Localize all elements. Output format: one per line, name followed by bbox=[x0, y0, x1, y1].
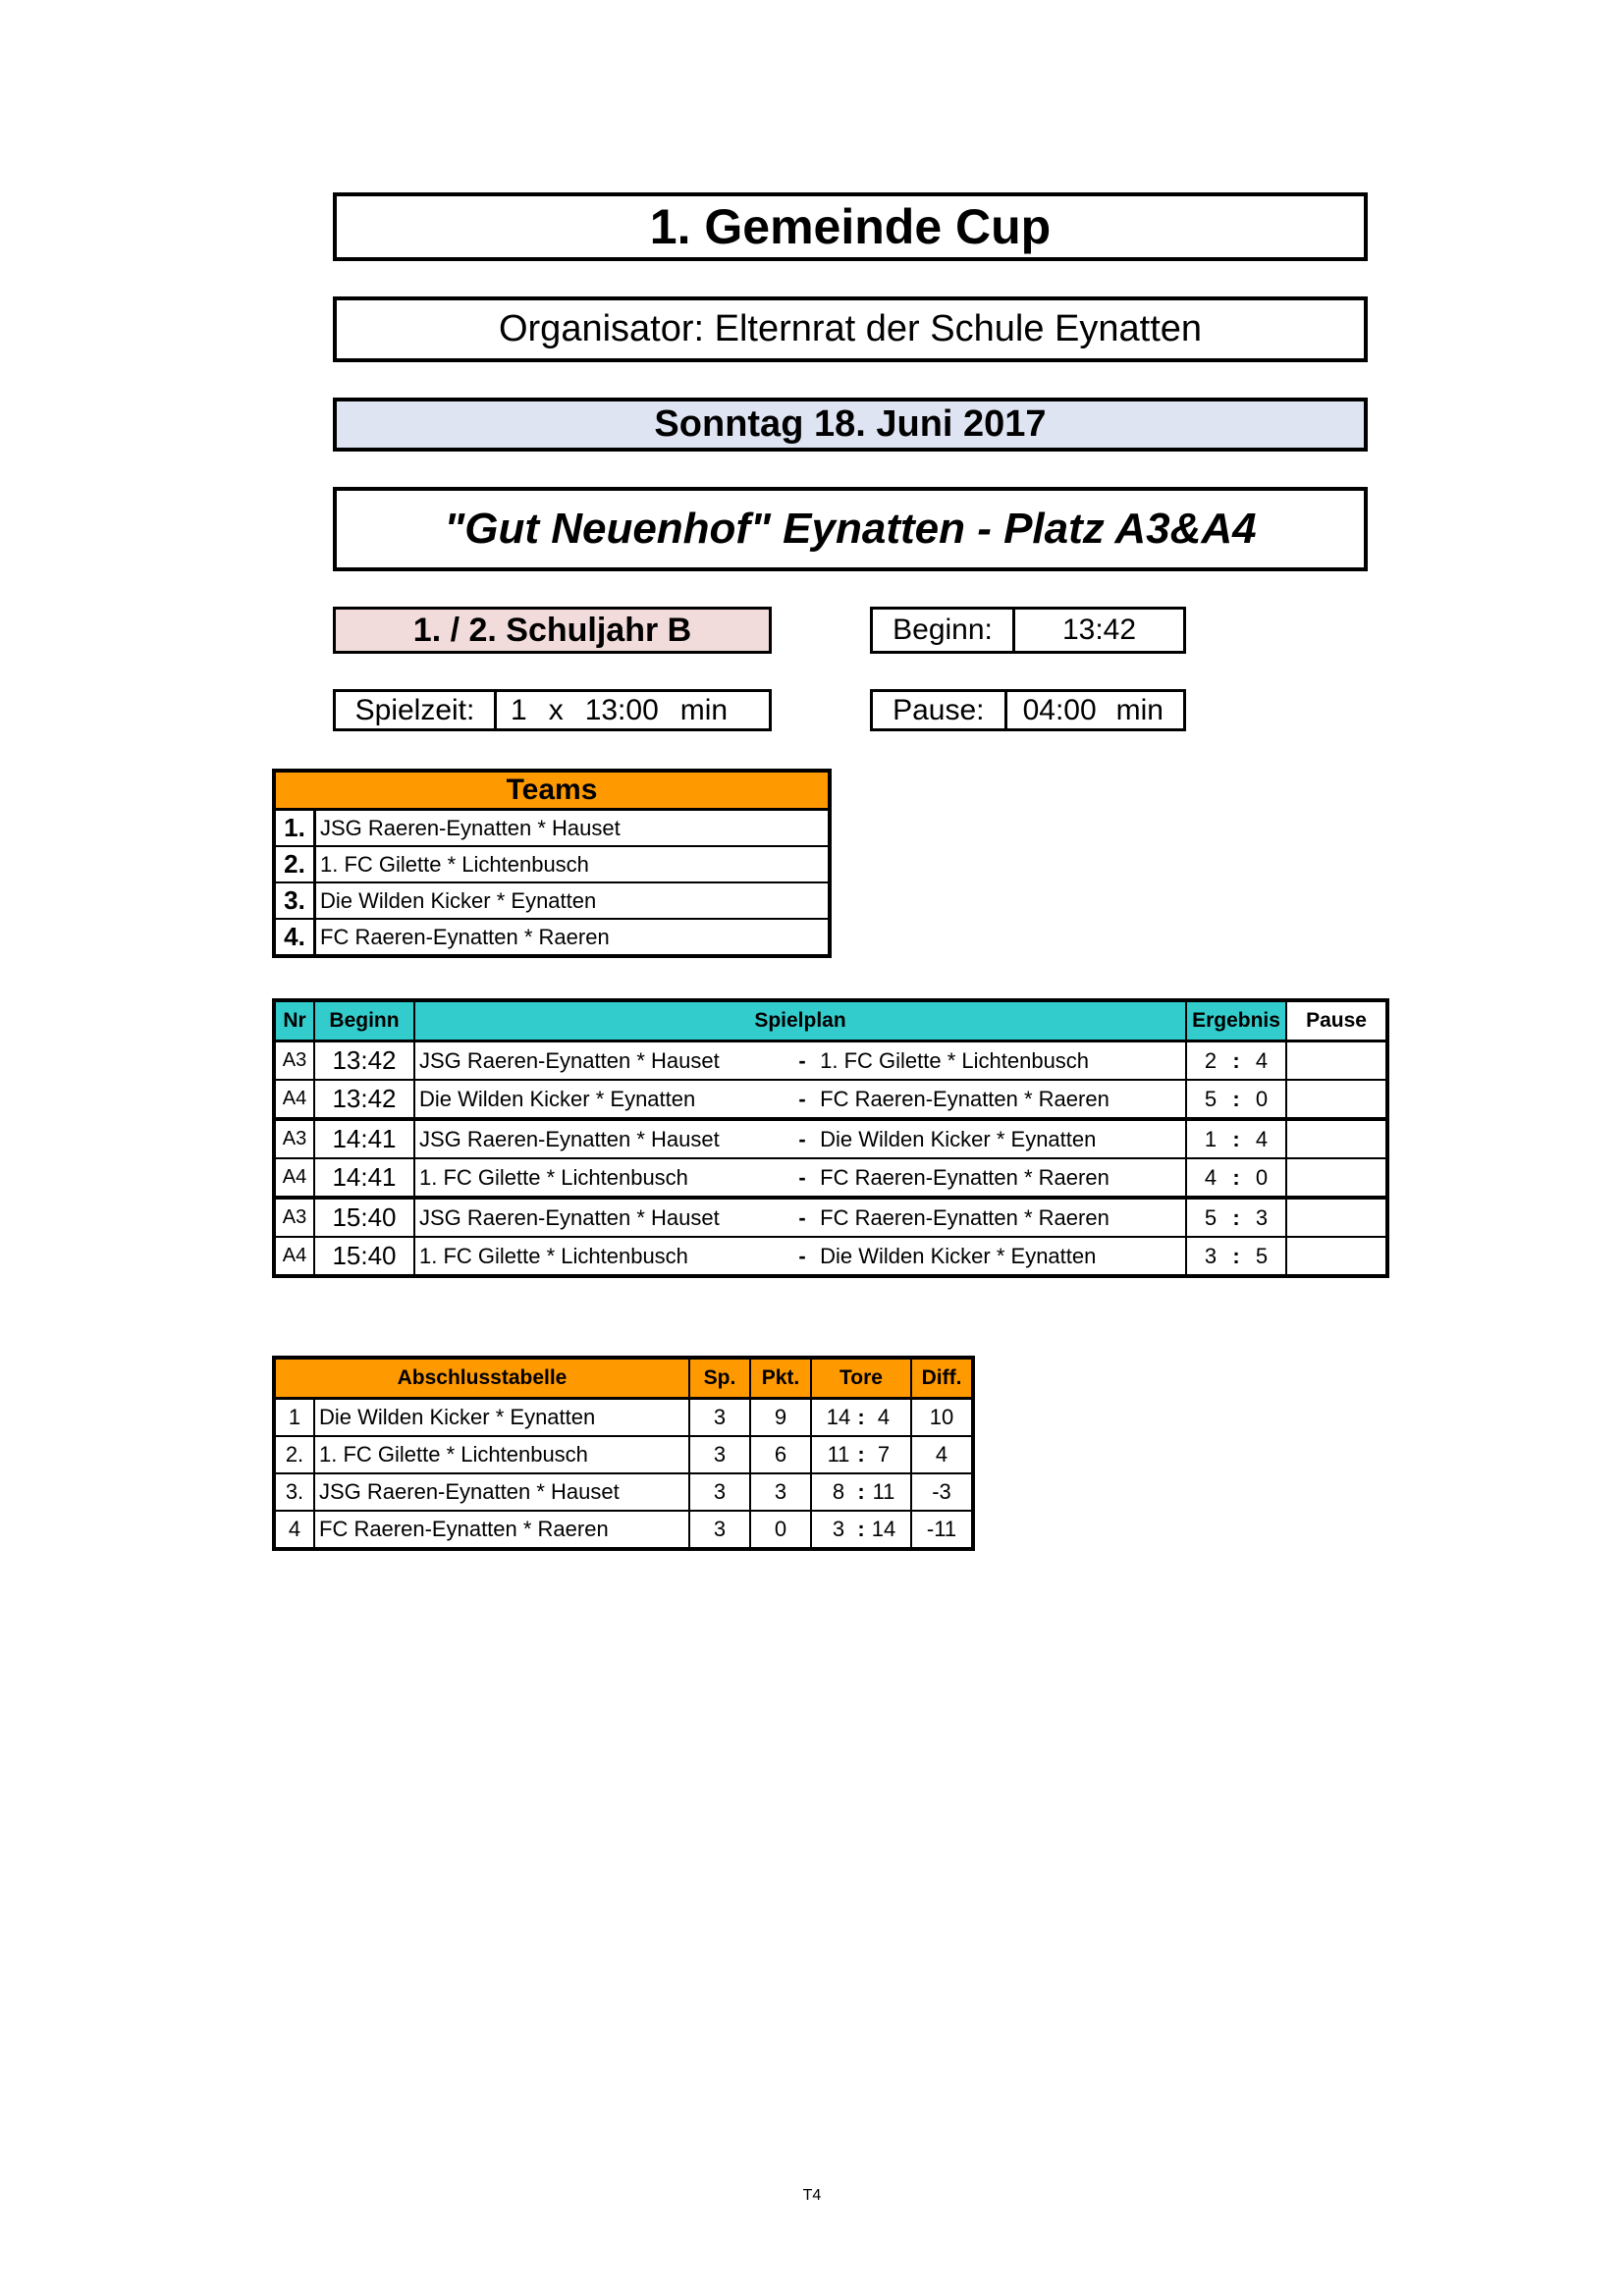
standings-row bbox=[274, 1511, 973, 1549]
team-number: 2. bbox=[274, 846, 315, 882]
schedule-header-pause: Pause bbox=[1286, 1000, 1387, 1041]
games-played: 3 bbox=[689, 1473, 750, 1511]
home-team: JSG Raeren-Eynatten * Hauset bbox=[419, 1204, 720, 1230]
games-played: 3 bbox=[689, 1511, 750, 1549]
home-team: JSG Raeren-Eynatten * Hauset bbox=[419, 1047, 720, 1073]
schedule-row bbox=[274, 1237, 1387, 1276]
home-goals: 4 bbox=[1204, 1164, 1218, 1190]
schedule-table bbox=[272, 998, 1389, 1278]
away-goals: 3 bbox=[1255, 1204, 1269, 1230]
home-team: 1. FC Gilette * Lichtenbusch bbox=[419, 1243, 688, 1268]
beginn-label: Beginn: bbox=[873, 610, 1015, 651]
match bbox=[414, 1041, 1186, 1081]
team-name: Die Wilden Kicker * Eynatten bbox=[315, 882, 831, 919]
home-team: JSG Raeren-Eynatten * Hauset bbox=[419, 1126, 720, 1151]
points: 6 bbox=[750, 1436, 811, 1473]
team-row bbox=[274, 882, 830, 919]
match-separator: - bbox=[798, 1164, 806, 1190]
away-team: FC Raeren-Eynatten * Raeren bbox=[820, 1204, 1110, 1230]
standings-team: JSG Raeren-Eynatten * Hauset bbox=[314, 1473, 689, 1511]
spielzeit-unit: min bbox=[679, 693, 729, 726]
goals-against: 11 bbox=[872, 1479, 895, 1504]
away-goals: 4 bbox=[1255, 1047, 1269, 1073]
page-footer-label: T4 bbox=[802, 2187, 822, 2204]
goals bbox=[811, 1436, 911, 1473]
court: A3 bbox=[274, 1119, 314, 1158]
match-result bbox=[1186, 1198, 1286, 1237]
games-played: 3 bbox=[689, 1399, 750, 1437]
pause-box bbox=[870, 689, 1186, 731]
team-name: 1. FC Gilette * Lichtenbusch bbox=[315, 846, 831, 882]
away-goals: 5 bbox=[1255, 1243, 1269, 1268]
spielzeit-label: Spielzeit: bbox=[336, 692, 497, 728]
schedule-header-spielplan: Spielplan bbox=[414, 1000, 1186, 1041]
schedule-row bbox=[274, 1119, 1387, 1158]
schedule-row bbox=[274, 1158, 1387, 1198]
spielzeit-count: 1 bbox=[511, 693, 527, 726]
home-team: 1. FC Gilette * Lichtenbusch bbox=[419, 1164, 688, 1190]
court: A3 bbox=[274, 1198, 314, 1237]
away-goals: 4 bbox=[1255, 1126, 1269, 1151]
goals-for: 14 bbox=[826, 1405, 851, 1429]
spielzeit-x: x bbox=[548, 693, 564, 726]
schedule-header-nr: Nr bbox=[274, 1000, 314, 1041]
rank: 2. bbox=[274, 1436, 314, 1473]
match-time: 14:41 bbox=[314, 1158, 414, 1198]
teams-header: Teams bbox=[274, 771, 830, 810]
goals-for: 8 bbox=[832, 1479, 845, 1504]
standings-header-title: Abschlusstabelle bbox=[274, 1358, 689, 1399]
away-team: Die Wilden Kicker * Eynatten bbox=[820, 1243, 1097, 1268]
match-result bbox=[1186, 1119, 1286, 1158]
court: A4 bbox=[274, 1158, 314, 1198]
home-goals: 5 bbox=[1204, 1086, 1218, 1111]
teams-table bbox=[272, 769, 832, 958]
team-row bbox=[274, 846, 830, 882]
pause-cell bbox=[1286, 1237, 1387, 1276]
home-goals: 5 bbox=[1204, 1204, 1218, 1230]
match-separator: - bbox=[798, 1086, 806, 1111]
spielzeit-time: 13:00 bbox=[584, 693, 659, 726]
goal-difference: -11 bbox=[911, 1511, 973, 1549]
goals-for: 11 bbox=[827, 1442, 850, 1467]
goals bbox=[811, 1399, 911, 1437]
goals-against: 7 bbox=[877, 1442, 891, 1467]
result-colon: : bbox=[1232, 1164, 1240, 1190]
match-separator: - bbox=[798, 1126, 806, 1151]
goals-for: 3 bbox=[832, 1517, 845, 1541]
schedule-row bbox=[274, 1080, 1387, 1119]
standings-team: FC Raeren-Eynatten * Raeren bbox=[314, 1511, 689, 1549]
standings-header-sp: Sp. bbox=[689, 1358, 750, 1399]
home-goals: 2 bbox=[1204, 1047, 1218, 1073]
match bbox=[414, 1080, 1186, 1119]
match-result bbox=[1186, 1158, 1286, 1198]
home-team: Die Wilden Kicker * Eynatten bbox=[419, 1086, 696, 1111]
match-result bbox=[1186, 1237, 1286, 1276]
goals-against: 14 bbox=[871, 1517, 896, 1541]
schedule-header-beginn: Beginn bbox=[314, 1000, 414, 1041]
team-row bbox=[274, 810, 830, 847]
match-time: 14:41 bbox=[314, 1119, 414, 1158]
goal-difference: 10 bbox=[911, 1399, 973, 1437]
match-separator: - bbox=[798, 1204, 806, 1230]
pause-cell bbox=[1286, 1041, 1387, 1081]
rank: 4 bbox=[274, 1511, 314, 1549]
match-time: 13:42 bbox=[314, 1080, 414, 1119]
away-team: 1. FC Gilette * Lichtenbusch bbox=[820, 1047, 1090, 1073]
team-number: 1. bbox=[274, 810, 315, 847]
pause-cell bbox=[1286, 1198, 1387, 1237]
event-date: Sonntag 18. Juni 2017 bbox=[333, 398, 1368, 452]
goals-colon: : bbox=[857, 1442, 865, 1467]
match-time: 15:40 bbox=[314, 1237, 414, 1276]
away-team: Die Wilden Kicker * Eynatten bbox=[820, 1126, 1097, 1151]
goal-difference: -3 bbox=[911, 1473, 973, 1511]
games-played: 3 bbox=[689, 1436, 750, 1473]
match-result bbox=[1186, 1080, 1286, 1119]
court: A4 bbox=[274, 1080, 314, 1119]
points: 0 bbox=[750, 1511, 811, 1549]
pause-cell bbox=[1286, 1080, 1387, 1119]
result-colon: : bbox=[1232, 1126, 1240, 1151]
standings-row bbox=[274, 1399, 973, 1437]
schedule-row bbox=[274, 1041, 1387, 1081]
organizer-banner: Organisator: Elternrat der Schule Eynatten bbox=[333, 296, 1368, 362]
goals bbox=[811, 1511, 911, 1549]
standings-table bbox=[272, 1356, 975, 1551]
goals-colon: : bbox=[857, 1479, 865, 1504]
match bbox=[414, 1237, 1186, 1276]
pause-time: 04:00 bbox=[1022, 693, 1097, 726]
pause-cell bbox=[1286, 1119, 1387, 1158]
spielzeit-value bbox=[497, 692, 769, 728]
court: A4 bbox=[274, 1237, 314, 1276]
venue-banner: "Gut Neuenhof" Eynatten - Platz A3&A4 bbox=[333, 487, 1368, 571]
schedule-row bbox=[274, 1198, 1387, 1237]
result-colon: : bbox=[1232, 1086, 1240, 1111]
points: 3 bbox=[750, 1473, 811, 1511]
match-time: 13:42 bbox=[314, 1041, 414, 1081]
match-time: 15:40 bbox=[314, 1198, 414, 1237]
away-team: FC Raeren-Eynatten * Raeren bbox=[820, 1086, 1110, 1111]
team-number: 4. bbox=[274, 919, 315, 956]
away-goals: 0 bbox=[1255, 1164, 1269, 1190]
away-goals: 0 bbox=[1255, 1086, 1269, 1111]
rank: 3. bbox=[274, 1473, 314, 1511]
match bbox=[414, 1198, 1186, 1237]
court: A3 bbox=[274, 1041, 314, 1081]
goal-difference: 4 bbox=[911, 1436, 973, 1473]
standings-team: 1. FC Gilette * Lichtenbusch bbox=[314, 1436, 689, 1473]
beginn-value: 13:42 bbox=[1061, 614, 1137, 646]
goals-against: 4 bbox=[877, 1405, 891, 1429]
standings-team: Die Wilden Kicker * Eynatten bbox=[314, 1399, 689, 1437]
match-result bbox=[1186, 1041, 1286, 1081]
team-number: 3. bbox=[274, 882, 315, 919]
away-team: FC Raeren-Eynatten * Raeren bbox=[820, 1164, 1110, 1190]
standings-row bbox=[274, 1436, 973, 1473]
pause-value bbox=[1007, 692, 1183, 728]
points: 9 bbox=[750, 1399, 811, 1437]
pause-unit: min bbox=[1115, 693, 1164, 726]
schedule-header-ergebnis: Ergebnis bbox=[1186, 1000, 1286, 1041]
home-goals: 3 bbox=[1204, 1243, 1218, 1268]
standings-header-tore: Tore bbox=[811, 1358, 911, 1399]
spielzeit-box bbox=[333, 689, 772, 731]
match bbox=[414, 1119, 1186, 1158]
standings-header-diff: Diff. bbox=[911, 1358, 973, 1399]
result-colon: : bbox=[1232, 1047, 1240, 1073]
group-label: 1. / 2. Schuljahr B bbox=[333, 607, 772, 654]
pause-cell bbox=[1286, 1158, 1387, 1198]
beginn-box bbox=[870, 607, 1186, 654]
home-goals: 1 bbox=[1204, 1126, 1218, 1151]
pause-label: Pause: bbox=[873, 692, 1007, 728]
match bbox=[414, 1158, 1186, 1198]
standings-header-pkt: Pkt. bbox=[750, 1358, 811, 1399]
result-colon: : bbox=[1232, 1204, 1240, 1230]
page-title: 1. Gemeinde Cup bbox=[333, 192, 1368, 261]
team-name: JSG Raeren-Eynatten * Hauset bbox=[315, 810, 831, 847]
team-name: FC Raeren-Eynatten * Raeren bbox=[315, 919, 831, 956]
goals-colon: : bbox=[857, 1517, 865, 1541]
match-separator: - bbox=[798, 1047, 806, 1073]
rank: 1 bbox=[274, 1399, 314, 1437]
goals-colon: : bbox=[857, 1405, 865, 1429]
team-row bbox=[274, 919, 830, 956]
result-colon: : bbox=[1232, 1243, 1240, 1268]
goals bbox=[811, 1473, 911, 1511]
standings-row bbox=[274, 1473, 973, 1511]
match-separator: - bbox=[798, 1243, 806, 1268]
